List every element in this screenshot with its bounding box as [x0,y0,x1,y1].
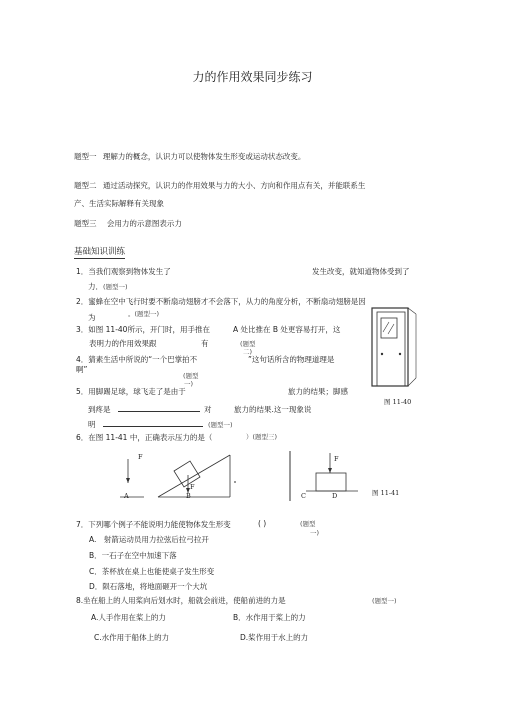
type-label: 题型三 [74,219,97,228]
q6-part-a: 6．在图 11-41 中，正确表示压力的是（ [76,433,213,442]
q8-option-b: B．水作用于桨上的力 [233,613,306,622]
q5-part-b: 旅力的结果；脚感 [288,387,348,396]
q1-part-c [88,281,128,292]
option-d-diagram [306,453,358,491]
q7-tag: (题型 [300,520,316,528]
type-3 [74,218,182,229]
door-figure [370,306,420,390]
q4-part-b: ”这句话所含的物理道理是 [248,355,335,364]
q3-tag: (题型 [240,340,256,348]
figure-caption-11-40: 图 11-40 [384,398,412,406]
q2-part-b: 为 [88,313,96,322]
q7-paren: ( ) [258,519,267,528]
figure-caption-11-41: 图 11-41 [372,489,400,497]
q7-option-a: A. 射箭运动员用力拉弦后拉弓拉开 [89,535,209,544]
option-b-letter: B [186,492,191,500]
q5-tag: (题型一) [208,421,233,429]
q3-part-b: A 处比推在 B 处更容易打开，这 [233,325,341,334]
force-label-a: F [138,453,143,461]
q4-part-a: 4．猜素生活中所说的“一个巴掌拍不 [76,355,198,364]
q4-part-c: 啊” [76,365,88,374]
type-label: 题型二 [74,181,97,190]
q8-option-a: A.人手作用在桨上的力 [91,613,166,622]
q3-part-a: 3．如图 11-40所示，开门时，用手推在 [76,325,210,334]
type-text: 通过活动探究，认识力的作用效果与力的大小、方向和作用点有关，并能联系生 [102,181,366,190]
page-title: 力的作用效果同步练习 [192,70,313,84]
q5-part-f: 明 [88,420,96,429]
q1-tag: (题型一) [103,283,128,291]
q8-option-d: D.桨作用于水上的力 [240,633,309,642]
option-c-letter: C [301,492,306,500]
option-a-letter: A [124,492,129,500]
type-1 [74,151,305,162]
q7-stem: 7．下列哪个例子不能说明力能使物体发生形变 [76,520,231,529]
type-text: 会用力的示意图表示力 [106,219,182,228]
q4-tag: (题型 [183,372,199,380]
q8-stem: 8.坐在船上的人用桨向后划水时，船就会前进，使船前进的力是 [76,596,286,605]
q5-blank-2 [103,426,203,427]
q5-part-c: 到疼是 [88,405,111,414]
force-label-b: F [190,483,195,491]
q5-part-a: 5．用脚踢足球，球飞走了是由于 [76,387,186,396]
q8-option-c: C.水作用于船体上的力 [94,633,170,642]
option-d-letter: D [332,492,338,500]
q7-option-b: B．一石子在空中加速下落 [89,551,177,560]
type-text: 理解力的概念，认识力可以使物体发生形变或运动状态改变。 [102,152,306,161]
q5-blank-1 [118,411,200,412]
type-label: 题型一 [74,152,97,161]
section-heading: 基础知识训练 [74,247,126,257]
q1-c-text: 力． [88,282,103,291]
q1-part-a: 1．当我们观察到物体发生了 [76,267,171,276]
type-2 [74,180,365,191]
pressure-figure [118,449,380,505]
force-label-d: F [334,455,339,463]
q7-tag-2: 一) [310,529,320,537]
q7-option-c: C．茶杯放在桌上也能使桌子发生形变 [89,567,215,576]
q2-part-a: 2．蜜蜂在空中飞行时要不断扇动翅膀才不会落下，从力的角度分析，不断扇动翅膀是因 [76,297,366,306]
q3-tag-2: 二) [243,348,253,356]
q5-part-d: 对 [204,405,212,414]
q4-tag-2: 一) [184,380,194,388]
q7-option-d: D．陨石落地，将地面砸开一个大坑 [89,582,208,591]
q6-part-b: ）(题型三) [246,433,278,441]
option-c-diagram [235,451,290,501]
q5-part-e: 旅力的结果.这一现象说 [234,405,312,414]
q1-part-b: 发生改变，就知道物体受到了 [312,267,410,276]
q2-tag: 。(题型一) [128,310,160,318]
q8-tag: (题型一) [372,597,397,605]
q3-part-d: 有 [201,339,209,348]
type-2-cont: 产、生活实际解释有关现象 [74,199,164,208]
q3-part-c: 表明力的作用效果跟 [89,339,157,348]
